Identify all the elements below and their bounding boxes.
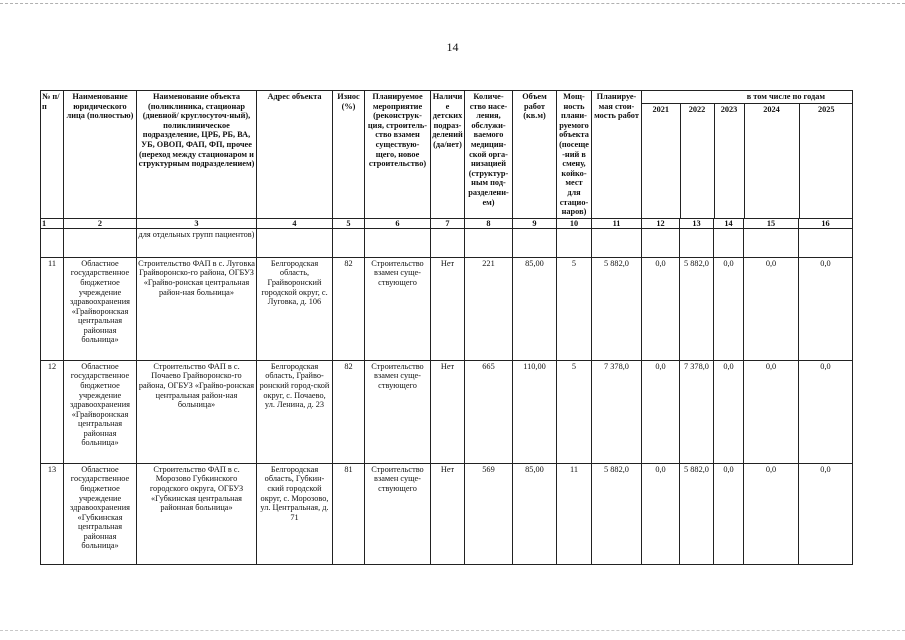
- row-children: Нет: [431, 360, 465, 463]
- column-number: 15: [744, 218, 799, 228]
- row-wear: 82: [333, 257, 365, 360]
- row-event: Строительство взамен суще-ствующего: [365, 257, 431, 360]
- column-number: 7: [431, 218, 465, 228]
- header-year-2024: 2024: [744, 103, 799, 218]
- row-population: 221: [465, 257, 513, 360]
- row-wear: 81: [333, 463, 365, 564]
- row-cost: 5 882,0: [592, 463, 642, 564]
- row-volume: 110,00: [513, 360, 557, 463]
- column-number: 4: [257, 218, 333, 228]
- column-number: 16: [799, 218, 853, 228]
- header-children: Наличие детских подраз-делений (да/нет): [431, 91, 465, 219]
- column-number: 12: [642, 218, 680, 228]
- row-capacity: 11: [557, 463, 592, 564]
- row-number: 11: [41, 257, 64, 360]
- row-capacity: 5: [557, 257, 592, 360]
- row-event: Строительство взамен суще-ствующего: [365, 360, 431, 463]
- row-address: Белгородская область, Губкин-ский городской округ, с. Морозово, ул. Центральная, д. 71: [257, 463, 333, 564]
- row-volume: 85,00: [513, 257, 557, 360]
- row-2025: 0,0: [799, 463, 853, 564]
- row-2021: 0,0: [642, 257, 680, 360]
- row-address: Белгородская область, Грайворонский городской округ, с. Луговка, д. 106: [257, 257, 333, 360]
- header-num: № п/п: [41, 91, 64, 219]
- row-event: Строительство взамен суще-ствующего: [365, 463, 431, 564]
- row-2024: 0,0: [744, 360, 799, 463]
- years-group-label: в том числе по годам: [642, 91, 852, 103]
- header-cost: Планируе-мая стои-мость работ: [592, 91, 642, 219]
- header-entity: Наименование юридического лица (полностью): [64, 91, 137, 219]
- row-number: 12: [41, 360, 64, 463]
- continuation-row: [41, 228, 853, 257]
- row-population: 665: [465, 360, 513, 463]
- header-year-2022: 2022: [680, 103, 714, 218]
- row-2023: 0,0: [714, 360, 744, 463]
- header-event: Планируемое мероприятие (реконструк-ция, строитель-ство взамен существую-щего, новое строительство): [365, 91, 431, 219]
- column-number: 11: [592, 218, 642, 228]
- header-volume: Объем работ (кв.м): [513, 91, 557, 219]
- row-entity: Областное государственное бюджетное учреждение здравоохранения «Грайворонская центральная районная больница»: [64, 257, 137, 360]
- table-row: [41, 257, 853, 360]
- row-2021: 0,0: [642, 463, 680, 564]
- column-number: 8: [465, 218, 513, 228]
- header-year-2025: 2025: [817, 104, 835, 114]
- row-2023: 0,0: [714, 257, 744, 360]
- table-row: [41, 463, 853, 564]
- column-numbers-row: [41, 218, 853, 228]
- row-children: Нет: [431, 257, 465, 360]
- row-volume: 85,00: [513, 463, 557, 564]
- row-2023: 0,0: [714, 463, 744, 564]
- column-number: 1: [41, 218, 64, 228]
- column-number: 14: [714, 218, 744, 228]
- row-object: Строительство ФАП в с. Луговка Грайворонско-го района, ОГБУЗ «Грайво-ронская центральная район-ная больница»: [137, 257, 257, 360]
- row-2022: 7 378,0: [680, 360, 714, 463]
- row-population: 569: [465, 463, 513, 564]
- column-number: 5: [333, 218, 365, 228]
- header-row: [41, 91, 853, 219]
- row-capacity: 5: [557, 360, 592, 463]
- column-number: 13: [680, 218, 714, 228]
- row-2022: 5 882,0: [680, 257, 714, 360]
- header-year-2023: 2023: [714, 103, 744, 218]
- column-number: 10: [557, 218, 592, 228]
- column-number: 9: [513, 218, 557, 228]
- table-row: [41, 360, 853, 463]
- page-number: 14: [446, 40, 459, 54]
- row-2025: 0,0: [799, 360, 853, 463]
- row-2022: 5 882,0: [680, 463, 714, 564]
- facilities-table: [40, 90, 853, 565]
- continuation-text: для отдельных групп пациентов): [137, 228, 257, 257]
- row-2021: 0,0: [642, 360, 680, 463]
- row-entity: Областное государственное бюджетное учреждение здравоохранения «Грайворонская центральная районная больница»: [64, 360, 137, 463]
- header-address: Адрес объекта: [257, 91, 333, 219]
- header-wear: Износ (%): [333, 91, 365, 219]
- row-address: Белгородская область, Грайво-ронский город-ской округ, с. Почаево, ул. Ленина, д. 23: [257, 360, 333, 463]
- bottom-border-line: [0, 630, 905, 631]
- row-wear: 82: [333, 360, 365, 463]
- header-year-2021: 2021: [642, 103, 680, 218]
- top-border-line: [0, 3, 905, 4]
- row-number: 13: [41, 463, 64, 564]
- row-object: Строительство ФАП в с. Почаево Грайворонско-го района, ОГБУЗ «Грайво-ронская центральная район-ная больница»: [137, 360, 257, 463]
- row-cost: 7 378,0: [592, 360, 642, 463]
- column-number: 2: [64, 218, 137, 228]
- row-children: Нет: [431, 463, 465, 564]
- row-object: Строительство ФАП в с. Морозово Губкинского городского округа, ОГБУЗ «Губкинская центральная районная больница»: [137, 463, 257, 564]
- row-2024: 0,0: [744, 257, 799, 360]
- row-entity: Областное государственное бюджетное учреждение здравоохранения «Губкинская центральная районная больница»: [64, 463, 137, 564]
- years-subtable: [642, 91, 852, 218]
- header-years-group: [642, 91, 853, 219]
- row-cost: 5 882,0: [592, 257, 642, 360]
- row-2025: 0,0: [799, 257, 853, 360]
- row-2024: 0,0: [744, 463, 799, 564]
- header-capacity: Мощ-ность плани-руемого объекта (посеще-ний в смену, койко-мест для стацио-наров): [557, 91, 592, 219]
- header-population: Количе-ство насе-ления, обслужи-ваемого медицин-ской орга-низацией (структур-ным под-разделени-ем): [465, 91, 513, 219]
- header-object: Наименование объекта (поликлиника, стационар (дневной/ круглосуточ-ный), поликлиническое подразделение, ЦРБ, РБ, ВА, УБ, ОВОП, ФАП, ФП, прочее (переход между стационаром и структурным подразделением): [137, 91, 257, 219]
- column-number: 3: [137, 218, 257, 228]
- column-number: 6: [365, 218, 431, 228]
